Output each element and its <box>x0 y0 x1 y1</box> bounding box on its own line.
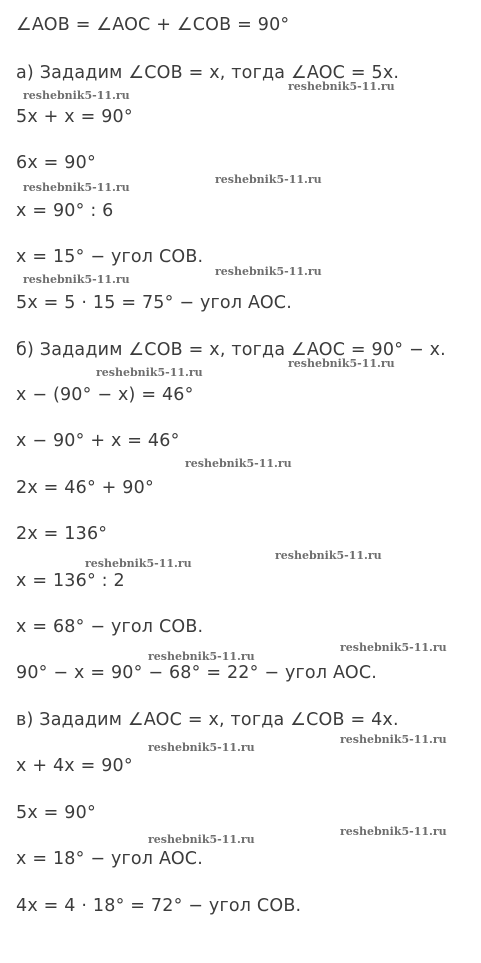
equation-line: x = 90° : 6 <box>16 201 114 221</box>
equation-line: x = 136° : 2 <box>16 571 125 591</box>
part-v-heading: в) Зададим ∠AOC = x, тогда ∠COB = 4x. <box>16 710 399 730</box>
equation-line: 2x = 46° + 90° <box>16 478 154 498</box>
watermark: reshebnik5-11.ru <box>96 366 203 379</box>
watermark: reshebnik5-11.ru <box>340 825 447 838</box>
watermark: reshebnik5-11.ru <box>23 89 130 102</box>
equation-line: 5x = 90° <box>16 803 96 823</box>
watermark: reshebnik5-11.ru <box>148 833 255 846</box>
equation-line: 6x = 90° <box>16 153 96 173</box>
equation-line: x = 68° − угол COB. <box>16 617 204 637</box>
watermark: reshebnik5-11.ru <box>23 273 130 286</box>
equation-line: x = 15° − угол COB. <box>16 247 204 267</box>
watermark: reshebnik5-11.ru <box>215 173 322 186</box>
equation-line: x = 18° − угол AOC. <box>16 849 203 869</box>
watermark: reshebnik5-11.ru <box>185 457 292 470</box>
equation-line: 2x = 136° <box>16 524 108 544</box>
equation-line: 5x + x = 90° <box>16 107 133 127</box>
watermark: reshebnik5-11.ru <box>215 265 322 278</box>
watermark: reshebnik5-11.ru <box>288 357 395 370</box>
watermark: reshebnik5-11.ru <box>288 80 395 93</box>
watermark: reshebnik5-11.ru <box>340 733 447 746</box>
watermark: reshebnik5-11.ru <box>85 557 192 570</box>
part-b-heading: б) Зададим ∠COB = x, тогда ∠AOC = 90° − x. <box>16 340 446 360</box>
part-a-heading: а) Зададим ∠COB = x, тогда ∠AOC = 5x. <box>16 63 400 83</box>
watermark: reshebnik5-11.ru <box>275 549 382 562</box>
equation-line: 4x = 4 · 18° = 72° − угол COB. <box>16 896 302 916</box>
watermark: reshebnik5-11.ru <box>148 741 255 754</box>
equation-line: ∠AOB = ∠AOC + ∠COB = 90° <box>16 15 290 35</box>
watermark: reshebnik5-11.ru <box>23 181 130 194</box>
equation-line: x + 4x = 90° <box>16 756 133 776</box>
equation-line: 90° − x = 90° − 68° = 22° − угол AOC. <box>16 663 377 683</box>
equation-line: 5x = 5 · 15 = 75° − угол AOC. <box>16 293 292 313</box>
equation-line: x − 90° + x = 46° <box>16 431 180 451</box>
equation-line: x − (90° − x) = 46° <box>16 385 194 405</box>
watermark: reshebnik5-11.ru <box>148 650 255 663</box>
watermark: reshebnik5-11.ru <box>340 641 447 654</box>
